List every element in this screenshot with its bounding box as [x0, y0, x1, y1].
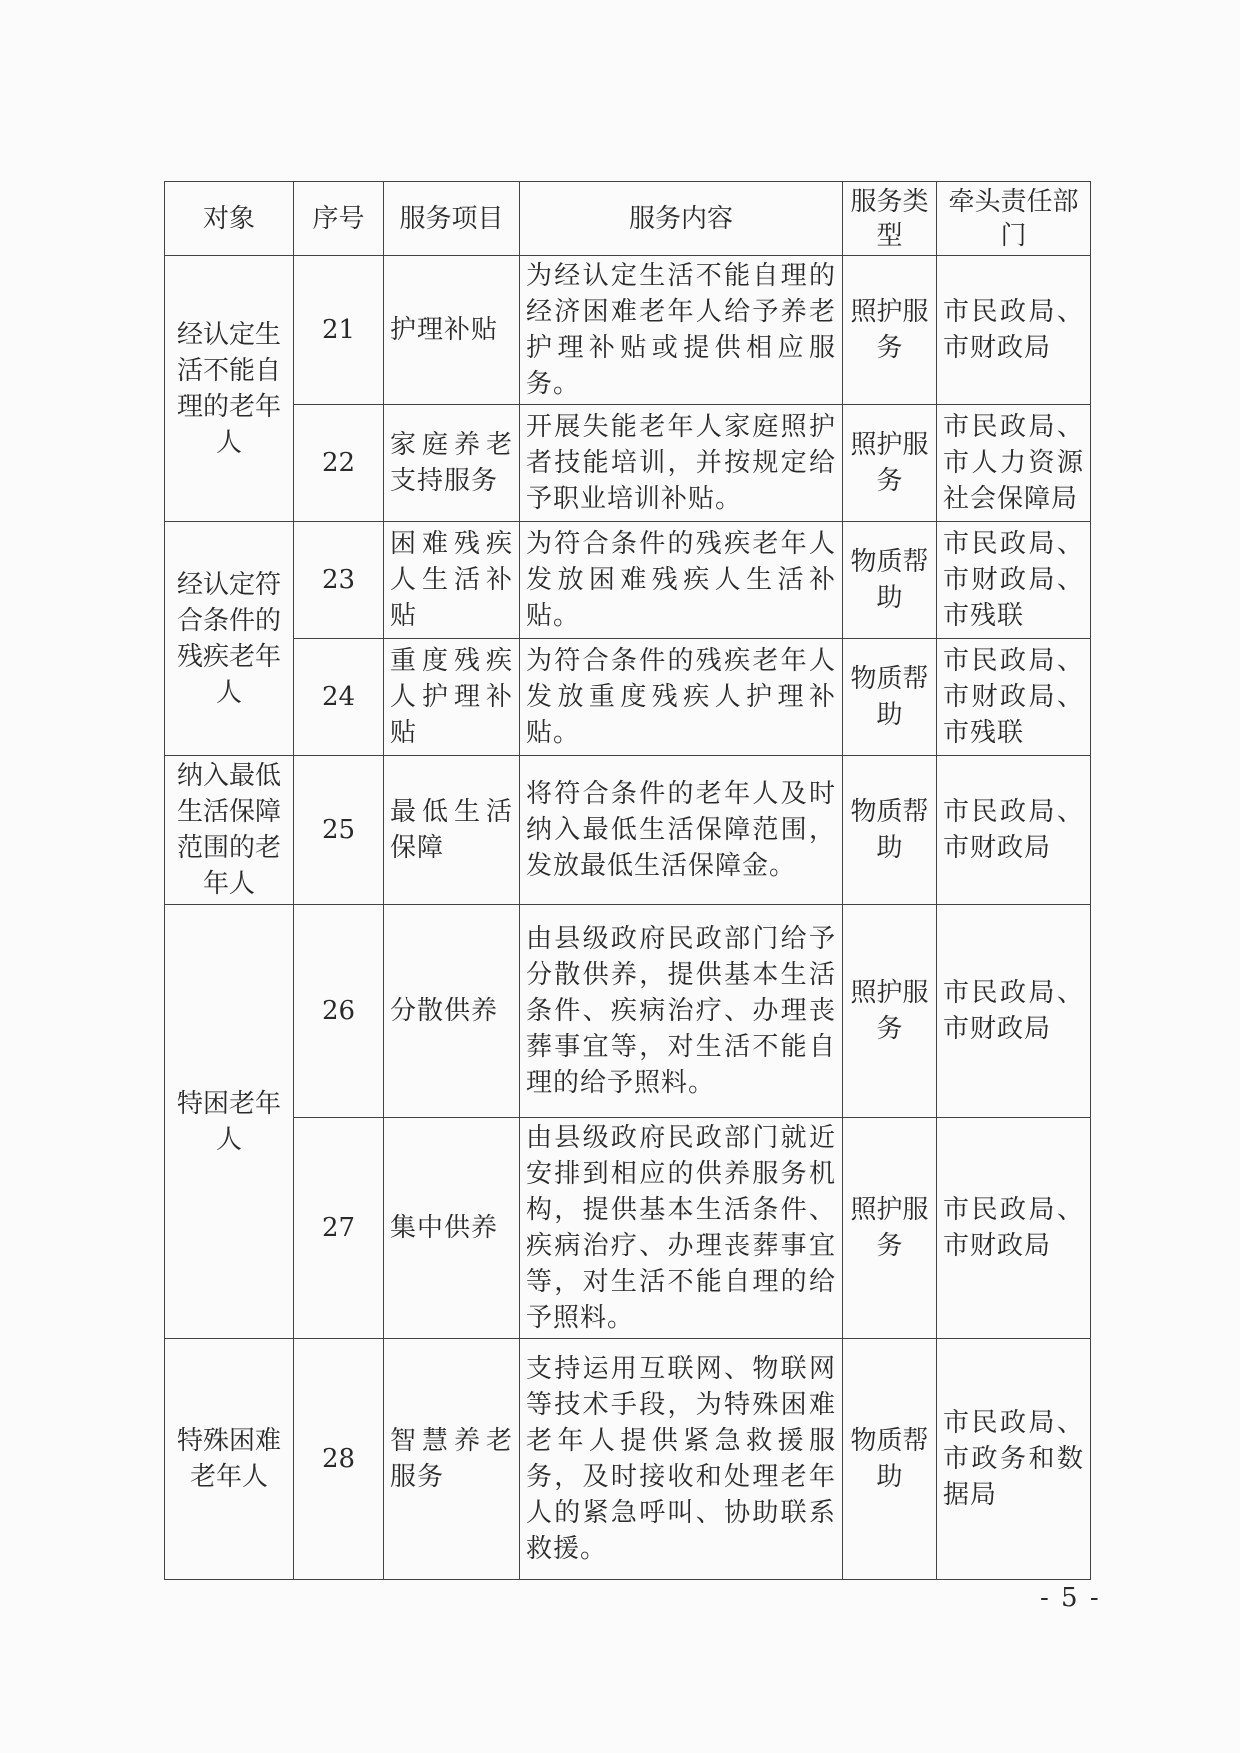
- object-cell: 经认定符合条件的残疾老年人: [165, 522, 294, 756]
- item-cell: 集中供养: [384, 1118, 520, 1339]
- number-cell: 25: [294, 756, 384, 905]
- content-cell: 支持运用互联网、物联网等技术手段，为特殊困难老年人提供紧急救援服务，及时接收和处理老年人的紧急呼叫、协助联系救援。: [520, 1339, 843, 1580]
- dept-cell: 市民政局、市财政局: [937, 756, 1091, 905]
- header-object: 对象: [165, 182, 294, 256]
- dept-cell: 市民政局、市财政局: [937, 905, 1091, 1118]
- number-cell: 26: [294, 905, 384, 1118]
- content-cell: 开展失能老年人家庭照护者技能培训，并按规定给予职业培训补贴。: [520, 405, 843, 522]
- number-cell: 22: [294, 405, 384, 522]
- content-cell: 由县级政府民政部门就近安排到相应的供养服务机构，提供基本生活条件、疾病治疗、办理丧葬事宜等，对生活不能自理的给予照料。: [520, 1118, 843, 1339]
- type-cell: 物质帮助: [843, 522, 937, 639]
- item-cell: 分散供养: [384, 905, 520, 1118]
- type-cell: 照护服务: [843, 256, 937, 405]
- header-number: 序号: [294, 182, 384, 256]
- content-cell: 为经认定生活不能自理的经济困难老年人给予养老护理补贴或提供相应服务。: [520, 256, 843, 405]
- number-cell: 23: [294, 522, 384, 639]
- item-cell: 重度残疾人护理补贴: [384, 639, 520, 756]
- header-content: 服务内容: [520, 182, 843, 256]
- object-cell: 特殊困难老年人: [165, 1339, 294, 1580]
- number-cell: 28: [294, 1339, 384, 1580]
- item-cell: 困难残疾人生活补贴: [384, 522, 520, 639]
- content-cell: 由县级政府民政部门给予分散供养，提供基本生活条件、疾病治疗、办理丧葬事宜等，对生活不能自理的给予照料。: [520, 905, 843, 1118]
- table-row: [165, 1118, 1091, 1339]
- dept-cell: 市民政局、市财政局、市残联: [937, 522, 1091, 639]
- item-cell: 家庭养老支持服务: [384, 405, 520, 522]
- type-cell: 物质帮助: [843, 639, 937, 756]
- number-cell: 21: [294, 256, 384, 405]
- table-row: [165, 756, 1091, 905]
- table-row: [165, 905, 1091, 1118]
- object-cell: 特困老年人: [165, 905, 294, 1339]
- dept-cell: 市民政局、市财政局: [937, 1118, 1091, 1339]
- table-row: [165, 1339, 1091, 1580]
- table-row: [165, 405, 1091, 522]
- table-header-row: [165, 182, 1091, 256]
- number-cell: 27: [294, 1118, 384, 1339]
- item-cell: 最低生活保障: [384, 756, 520, 905]
- object-cell: 纳入最低生活保障范围的老年人: [165, 756, 294, 905]
- dept-cell: 市民政局、市财政局、市残联: [937, 639, 1091, 756]
- table-row: [165, 256, 1091, 405]
- dept-cell: 市民政局、市政务和数据局: [937, 1339, 1091, 1580]
- content-cell: 为符合条件的残疾老年人发放重度残疾人护理补贴。: [520, 639, 843, 756]
- type-cell: 物质帮助: [843, 756, 937, 905]
- dept-cell: 市民政局、市人力资源社会保障局: [937, 405, 1091, 522]
- content-cell: 将符合条件的老年人及时纳入最低生活保障范围，发放最低生活保障金。: [520, 756, 843, 905]
- header-dept: 牵头责任部门: [937, 182, 1091, 256]
- content-cell: 为符合条件的残疾老年人发放困难残疾人生活补贴。: [520, 522, 843, 639]
- services-table: [164, 181, 1091, 1580]
- dept-cell: 市民政局、市财政局: [937, 256, 1091, 405]
- item-cell: 智慧养老服务: [384, 1339, 520, 1580]
- type-cell: 照护服务: [843, 1118, 937, 1339]
- type-cell: 照护服务: [843, 905, 937, 1118]
- page-number: - 5 -: [1040, 1583, 1101, 1613]
- table-row: [165, 639, 1091, 756]
- type-cell: 物质帮助: [843, 1339, 937, 1580]
- header-type: 服务类型: [843, 182, 937, 256]
- table-row: [165, 522, 1091, 639]
- object-cell: 经认定生活不能自理的老年人: [165, 256, 294, 522]
- number-cell: 24: [294, 639, 384, 756]
- item-cell: 护理补贴: [384, 256, 520, 405]
- type-cell: 照护服务: [843, 405, 937, 522]
- header-item: 服务项目: [384, 182, 520, 256]
